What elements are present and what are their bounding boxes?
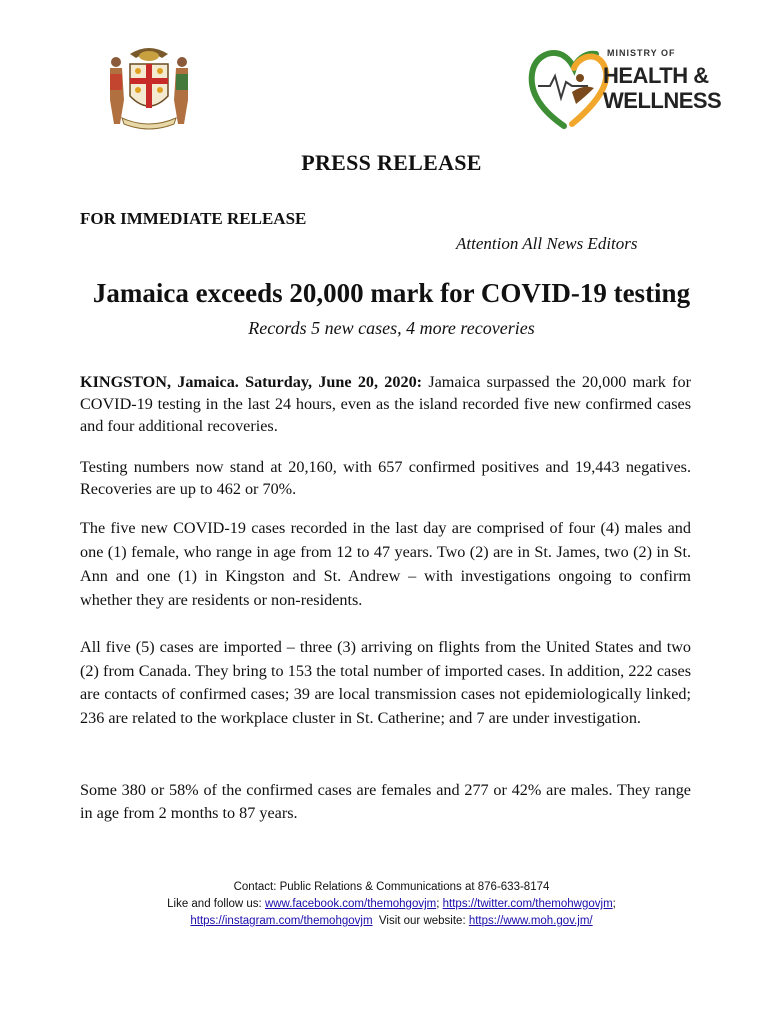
facebook-link[interactable]: www.facebook.com/themohgovjm bbox=[264, 898, 437, 910]
instagram-line bbox=[0, 913, 783, 930]
paragraph-2: Testing numbers now stand at 20,160, with 657 confirmed positives and 19,443 negatives. Recoveries are up to 462 or 70%. bbox=[80, 458, 691, 498]
ministry-logo-line2: HEALTH & bbox=[603, 63, 709, 88]
attention-editors-label: Attention All News Editors bbox=[456, 234, 638, 253]
ministry-logo-line1: MINISTRY OF bbox=[607, 48, 676, 58]
contact-line: Contact: Public Relations & Communications at 876-633-8174 bbox=[233, 881, 550, 893]
ministry-logo-line3: WELLNESS bbox=[603, 88, 722, 113]
visit-label: Visit our website: bbox=[372, 915, 469, 927]
press-release-title: PRESS RELEASE bbox=[301, 150, 482, 175]
subheadline: Records 5 new cases, 4 more recoveries bbox=[248, 318, 535, 338]
separator-1: ; bbox=[436, 898, 443, 910]
dateline: KINGSTON, Jamaica. Saturday, June 20, 2020: bbox=[80, 373, 423, 391]
coat-of-arms-logo bbox=[100, 40, 198, 132]
follow-prefix: Like and follow us: bbox=[167, 898, 265, 910]
headline: Jamaica exceeds 20,000 mark for COVID-19 testing bbox=[92, 278, 691, 308]
immediate-release-label: FOR IMMEDIATE RELEASE bbox=[80, 209, 307, 228]
follow-line bbox=[0, 896, 783, 913]
paragraph-1 bbox=[80, 371, 691, 437]
paragraph-1-text: Jamaica surpassed the 20,000 mark for COVID-19 testing in the last 24 hours, even as the island recorded five new confirmed cases and four additional recoveries. bbox=[80, 373, 691, 435]
footer bbox=[0, 879, 783, 930]
paragraph-4: All five (5) cases are imported – three (3) arriving on flights from the United States and two (2) from Canada. They bring to 153 the total number of imported cases. In addition, 222 cases are contacts of confirmed cases; 39 are local transmission cases not epidemiologically linked; 236 are related to the workplace cluster in St. Catherine; and 7 are under investigation. bbox=[80, 638, 691, 727]
instagram-link[interactable]: https://instagram.com/themohgovjm bbox=[190, 915, 373, 927]
separator-2: ; bbox=[612, 898, 616, 910]
paragraph-5: Some 380 or 58% of the confirmed cases are females and 277 or 42% are males. They range in age from 2 months to 87 years. bbox=[80, 781, 691, 822]
twitter-link[interactable]: https://twitter.com/themohwgovjm bbox=[442, 898, 613, 910]
website-link[interactable]: https://www.moh.gov.jm/ bbox=[468, 915, 593, 927]
paragraph-3: The five new COVID-19 cases recorded in the last day are comprised of four (4) males and one (1) female, who range in age from 12 to 47 years. Two (2) are in St. James, two (2) in St. Ann and one (1) in Kingston and St. Andrew – with investigations ongoing to confirm whether they are residents or non-residents. bbox=[80, 519, 691, 609]
